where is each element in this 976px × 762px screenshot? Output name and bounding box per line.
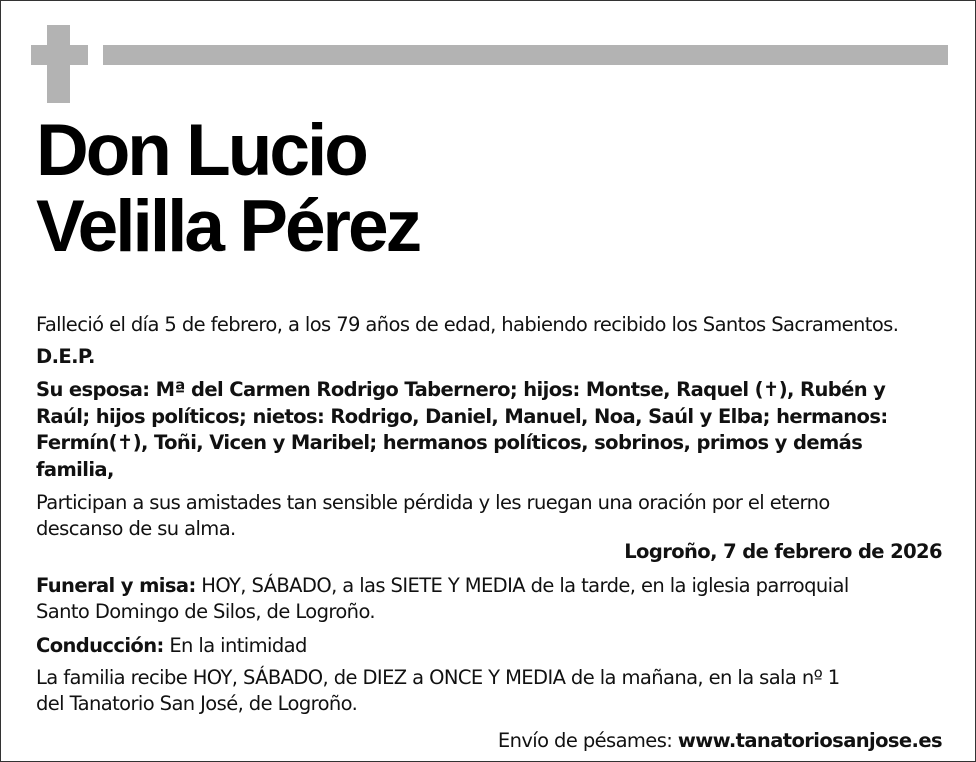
deceased-name-line1: Don Lucio [36,110,366,191]
family-line: Fermín(✝), Toñi, Vicen y Maribel; hermanos políticos, sobrinos, primos y demás [36,431,863,454]
conduction-info [36,633,946,659]
family-list [36,377,946,483]
condolences-label: Envío de pésames: [497,729,678,752]
header-rule [103,45,948,65]
wake-info [36,665,946,717]
participation-text [36,490,946,542]
funeral-label: Funeral y misa: [36,574,196,597]
conduction-value: En la intimidad [163,634,307,657]
wake-line: del Tanatorio San José, de Logroño. [36,692,358,715]
funeral-location: Santo Domingo de Silos, de Logroño. [36,600,376,623]
wake-line: La familia recibe HOY, SÁBADO, de DIEZ a ONCE Y MEDIA de la mañana, en la sala nº 1 [36,666,840,689]
condolences-link[interactable]: www.tanatoriosanjose.es [677,729,942,752]
deceased-name-line2: Velilla Pérez [36,186,420,267]
deceased-name [36,110,420,267]
death-notice: Falleció el día 5 de febrero, a los 79 años de edad, habiendo recibido los Santos Sacramentos. [36,313,899,336]
participation-line: Participan a sus amistades tan sensible pérdida y les ruegan una oración por el eterno [36,491,830,514]
funeral-details: HOY, SÁBADO, a las SIETE Y MEDIA de la tarde, en la iglesia parroquial [195,574,849,597]
conduction-label: Conducción: [36,634,164,657]
dep-label: D.E.P. [36,345,95,368]
place-date: Logroño, 7 de febrero de 2026 [624,540,942,563]
funeral-info [36,573,946,625]
participation-line: descanso de su alma. [36,517,236,540]
family-line: familia, [36,457,114,481]
family-line: Su esposa: Mª del Carmen Rodrigo Tabernero; hijos: Montse, Raquel (✝), Rubén y [36,378,886,401]
family-line: Raúl; hijos políticos; nietos: Rodrigo, Daniel, Manuel, Noa, Saúl y Elba; hermanos: [36,404,888,428]
cross-icon-arm [31,45,88,65]
condolences-info [36,728,942,754]
